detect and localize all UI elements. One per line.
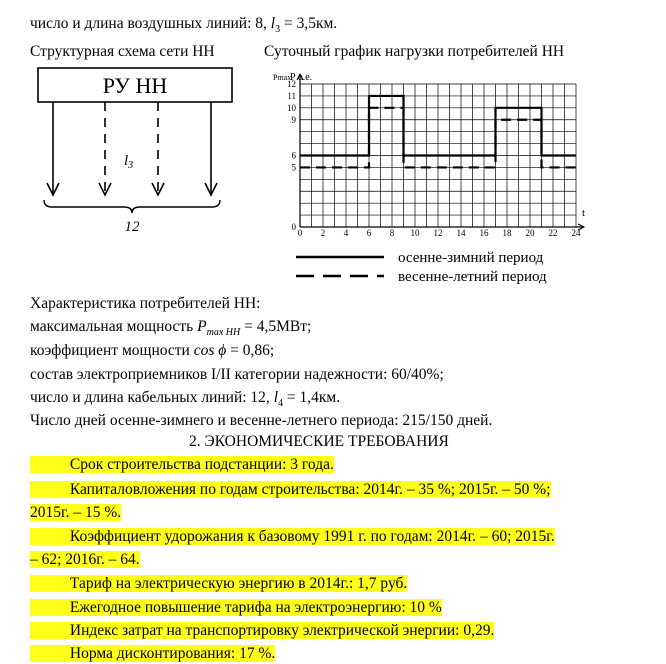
overhead-lines-prefix: число и длина воздушных линий: 8, — [30, 15, 271, 32]
tariff-line: Тариф на электрическую энергию в 2014г.: 1,7 руб. — [30, 574, 407, 594]
coef-line2: – 62; 2016г. – 64. — [30, 551, 140, 568]
x-tick-label: 0 — [297, 228, 303, 238]
x-tick-label: 14 — [456, 228, 466, 238]
x-tick-label: 4 — [343, 228, 349, 238]
pmax-label: Pmax — [273, 73, 292, 82]
load-chart — [0, 0, 666, 300]
var-sub: 3 — [275, 24, 281, 36]
count-label: 12 — [124, 219, 140, 235]
consumer-title: Характеристика потребителей НН: — [30, 295, 261, 312]
y-tick-label: 11 — [287, 90, 296, 101]
y-tick-label: 6 — [291, 150, 296, 161]
y-tick-label: 5 — [291, 162, 296, 173]
max-power-line: максимальная мощность $P_{max НН} = 4,5МВт$; — [30, 318, 312, 339]
transport-index-line: Индекс затрат на транспортировку электрической энергии: 0,29. — [30, 621, 494, 641]
legend-dashed-label: весенне-летний период — [398, 269, 547, 285]
x-tick-label: 16 — [479, 228, 489, 238]
diagram-title: Структурная схема сети НН — [30, 43, 215, 60]
composition-line: состав электроприемников I/II категории надежности: 60/40%; — [30, 366, 444, 383]
x-tick-label: 2 — [320, 228, 326, 238]
ru-nn-label: РУ НН — [102, 73, 168, 98]
construction-term: Срок строительства подстанции: 3 года. — [30, 455, 334, 475]
econ-heading: 2. ЭКОНОМИЧЕСКИЕ ТРЕБОВАНИЯ — [189, 433, 449, 450]
x-tick-label: 6 — [366, 228, 372, 238]
cos-line: коэффициент мощности cos ϕ = 0,86; — [30, 342, 275, 359]
discount-rate-line: Норма дисконтирования: 17 %. — [30, 644, 275, 664]
legend-solid-label: осенне-зимний период — [398, 250, 544, 266]
coef-line1: Коэффициент удорожания к базовому 1991 г. по годам: 2014г. – 60; 2015г. — [30, 527, 555, 547]
x-tick-label: 22 — [548, 228, 558, 238]
y-tick-label: 0 — [291, 222, 296, 232]
y-axis-label: P о.е. — [290, 72, 313, 83]
capex-line1: Капиталовложения по годам строительства: 2014г. – 35 %; 2015г. – 50 %; — [30, 480, 551, 500]
l3-label: $l_3$ — [124, 153, 134, 171]
capex-line2: 2015г. – 15 %. — [30, 504, 122, 521]
x-tick-label: 20 — [525, 228, 535, 238]
x-tick-label: 10 — [410, 228, 420, 238]
x-tick-label: 18 — [502, 228, 512, 238]
chart-title: Суточный график нагрузки потребителей НН — [264, 43, 565, 60]
var-l: l — [270, 15, 276, 32]
x-axis-label: t — [582, 207, 586, 219]
days-line: Число дней осенне-зимнего и весенне-летнего периода: 215/150 дней. — [30, 412, 493, 429]
chart-ticks — [287, 79, 581, 238]
y-tick-label: 10 — [287, 102, 296, 113]
overhead-lines-suffix: = 3,5км. — [280, 15, 338, 32]
y-tick-label: 12 — [287, 79, 296, 89]
x-tick-label: 24 — [571, 228, 581, 238]
y-tick-label: 9 — [291, 114, 296, 125]
tariff-increase-line: Ежегодное повышение тарифа на электроэнергию: 10 % — [30, 598, 442, 618]
cable-lines-line: число и длина кабельных линий: 12, $l_4 = 1,4км$. — [30, 389, 341, 410]
x-tick-label: 12 — [433, 228, 443, 238]
x-tick-label: 8 — [389, 228, 395, 238]
